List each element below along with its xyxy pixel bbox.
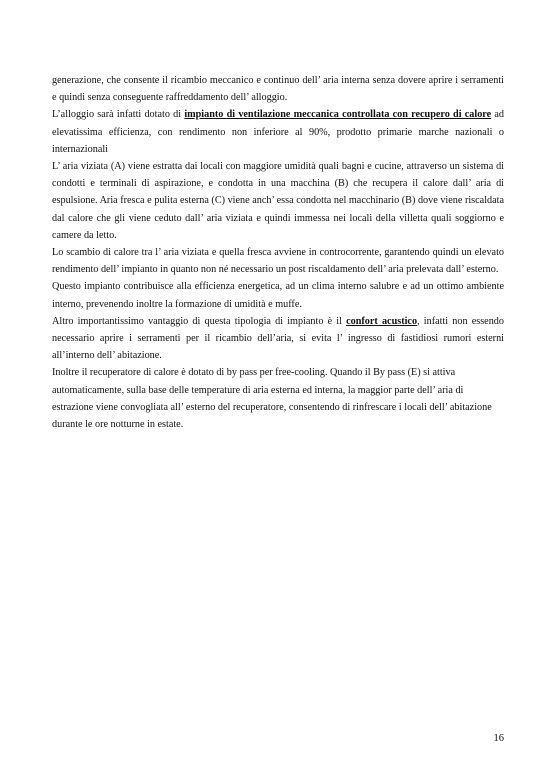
paragraph-text: Inoltre il recuperatore di calore è dotato di by pass per free-cooling. Quando il By pass (E) si attiva automaticamente, sulla base delle temperature di aria esterna ed interna, la maggior parte dell’ aria di estrazione viene convogliata all’ esterno del recuperatore, consentendo di rinfrescare i locali dell’ abitazione durante le ore notturne in estate. <box>52 367 492 431</box>
paragraph-text: L’ aria viziata (A) viene estratta dai locali con maggiore umidità quali bagni e cucine, attraverso un sistema di condotti e terminali di aspirazione, e condotta in una macchina (B) che recupera il calore dall’ aria di espulsione. Aria fresca e pulita esterna (C) viene anch’ essa condotta nel macchinario (B) dove viene riscaldata dal calore che gli viene ceduto dall’ aria viziata e quindi immessa nei locali della villetta quali soggiorno e camere da letto. <box>52 161 504 241</box>
paragraph-text: generazione, che consente il ricambio meccanico e continuo dell’ aria interna senza dovere aprire i serramenti e quindi senza conseguente raffreddamento dell’ alloggio. <box>52 75 504 104</box>
paragraph-6 <box>52 313 504 365</box>
paragraph-4 <box>52 244 504 278</box>
page-number: 16 <box>493 733 504 744</box>
paragraph-2 <box>52 106 504 158</box>
paragraph-5 <box>52 278 504 312</box>
body-text <box>52 72 504 433</box>
paragraph-7 <box>52 364 504 433</box>
paragraph-text: L’alloggio sarà infatti dotato di <box>52 109 185 121</box>
paragraph-text: Questo impianto contribuisce alla efficienza energetica, ad un clima interno salubre e ad un ottimo ambiente interno, prevenendo inoltre la formazione di umidità e muffe. <box>52 281 504 310</box>
paragraph-3 <box>52 158 504 244</box>
paragraph-text: Lo scambio di calore tra l’ aria viziata e quella fresca avviene in controcorrente, garantendo quindi un elevato rendimento dell’ impianto in quanto non né necessario un post riscaldamento dell’ aria prelevata dall’ esterno. <box>52 247 504 276</box>
paragraph-text: , infatti non essendo necessario aprire i serramenti per il ricambio dell’aria, si evita l’ ingresso di fastidiosi rumori esterni all’interno dell’ abitazione. <box>52 315 504 362</box>
paragraph-text: ad elevatissima efficienza, con rendimento non inferiore al 90%, prodotto primarie marche nazionali o internazionali <box>52 109 505 155</box>
highlighted-term: confort acustico <box>346 315 418 327</box>
paragraph-1 <box>52 72 504 106</box>
highlighted-term: impianto di ventilazione meccanica controllata con recupero di calore <box>184 109 492 121</box>
paragraph-text: Altro importantissimo vantaggio di questa tipologia di impianto è il <box>52 315 347 327</box>
